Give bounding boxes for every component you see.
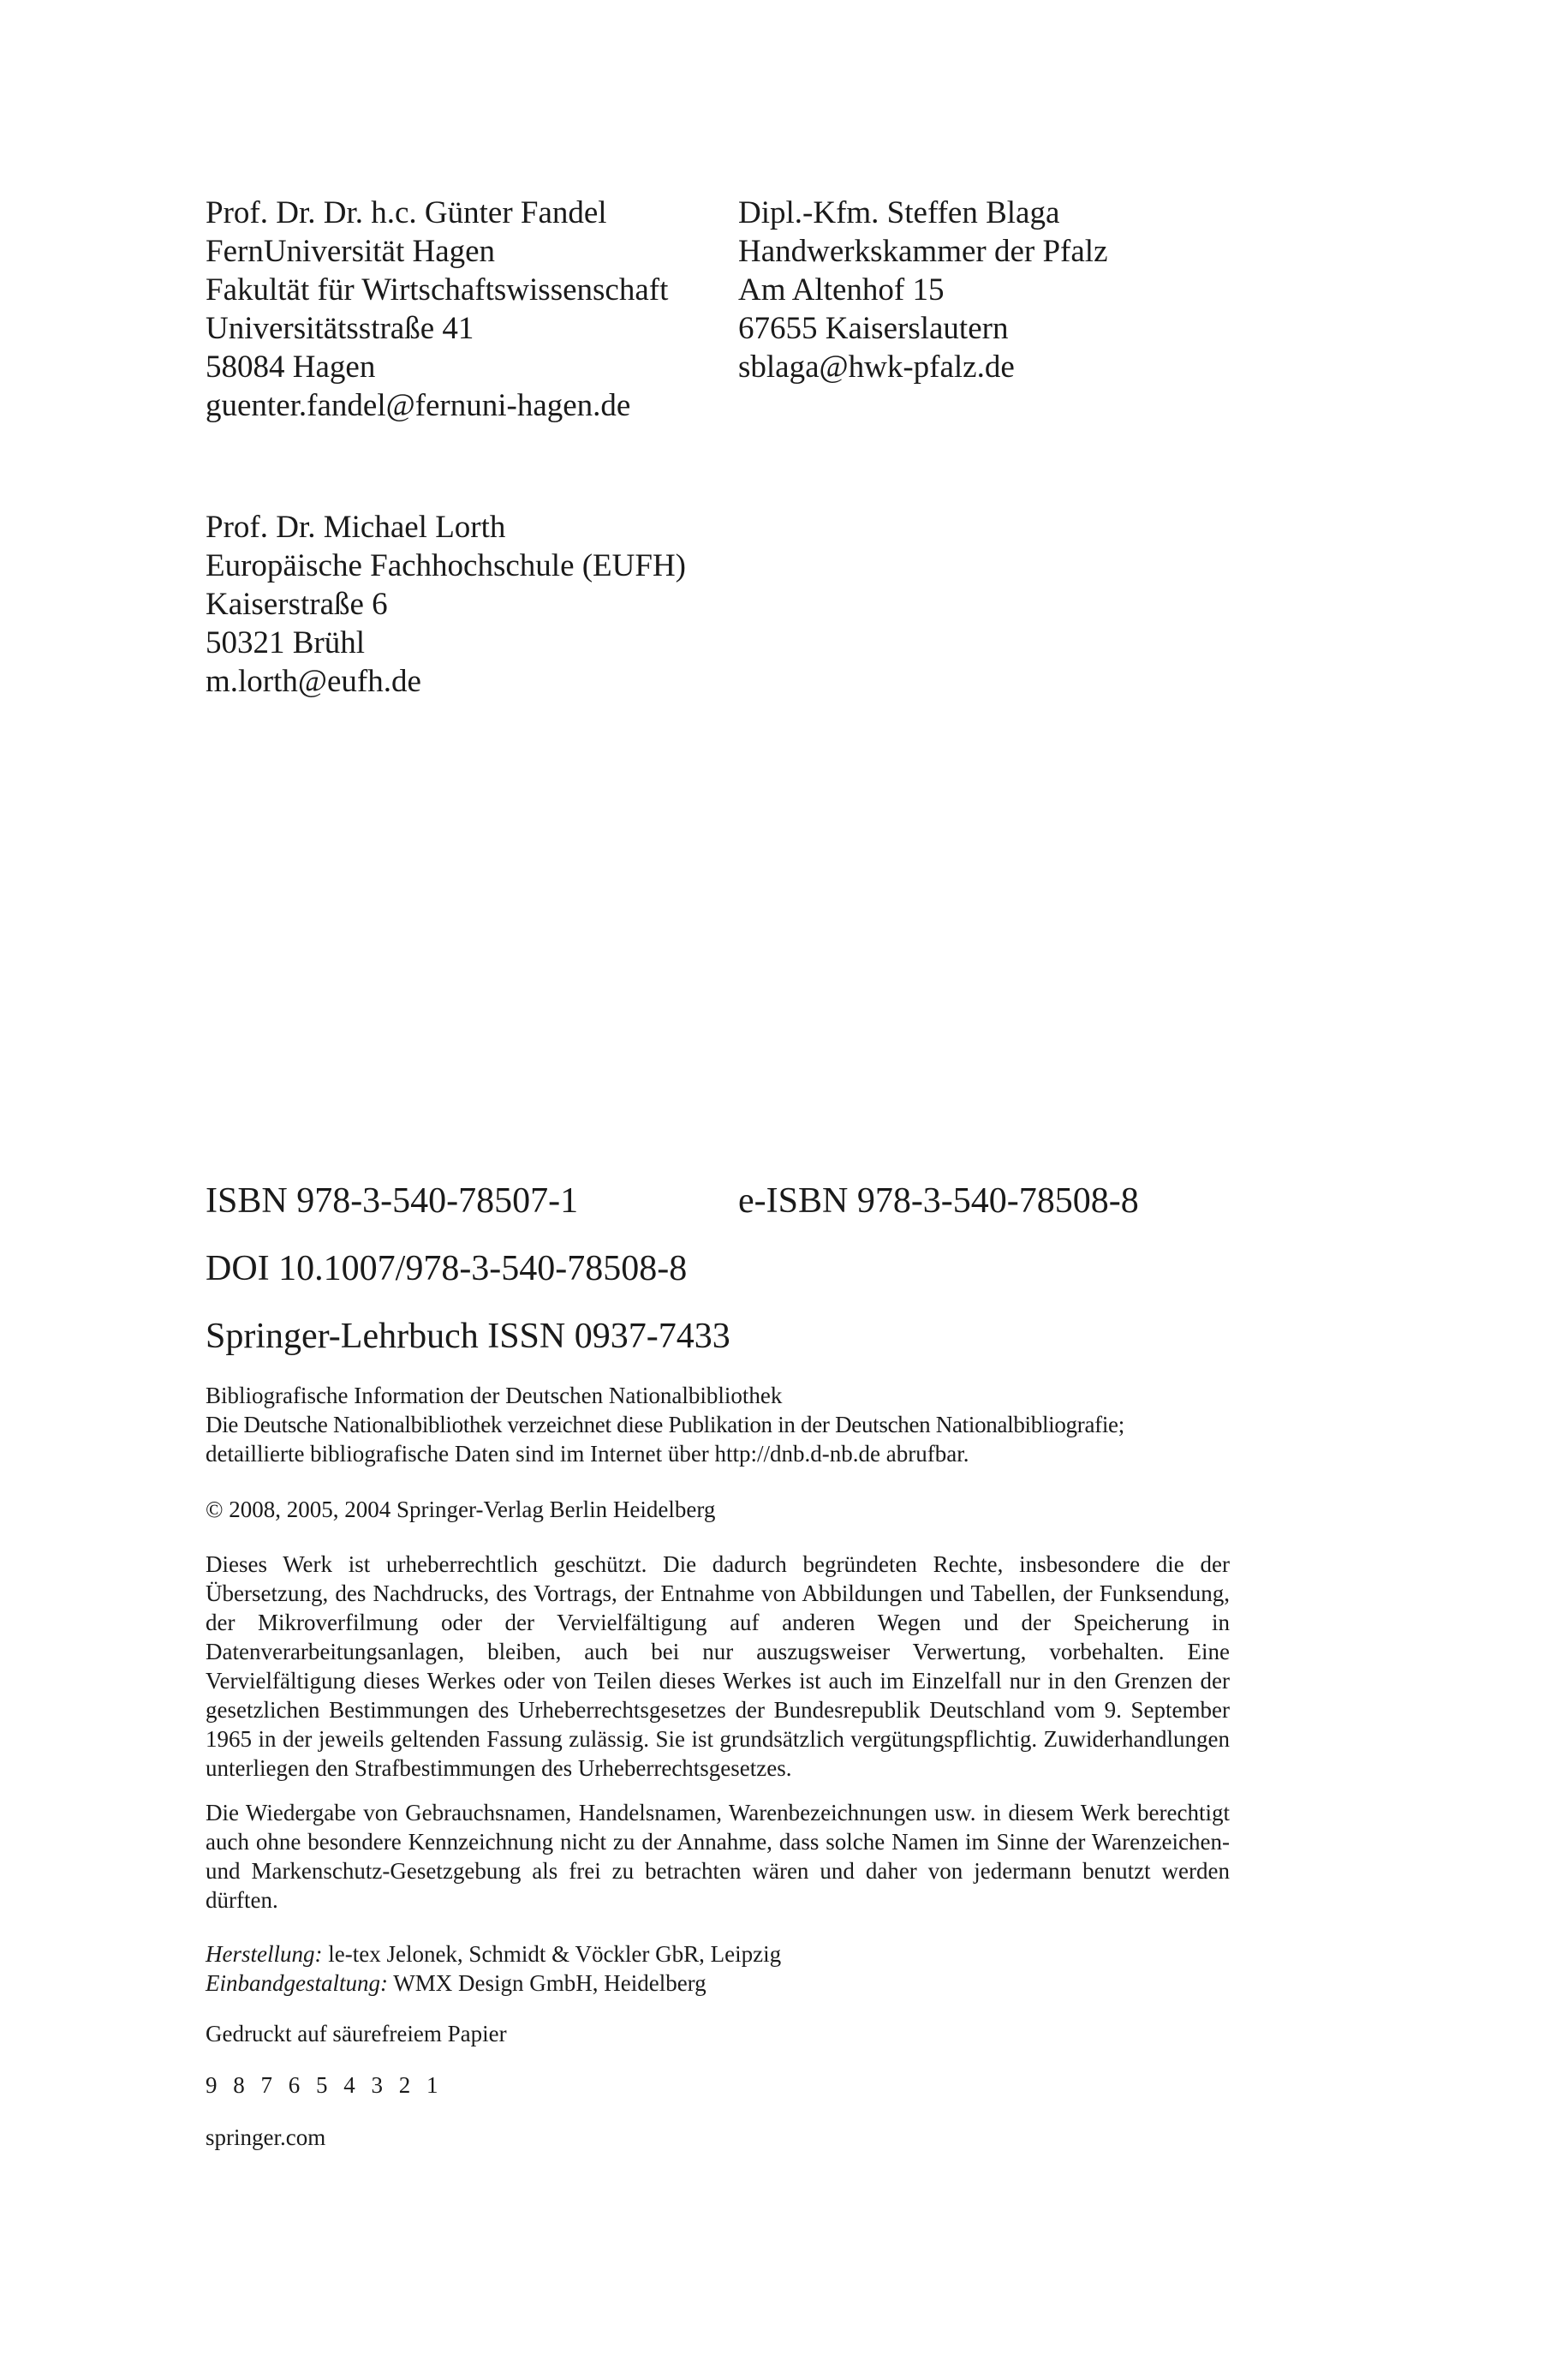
bibliographic-line: Die Deutsche Nationalbibliothek verzeichnet diese Publikation in der Deutschen Nationalbibliografie; (206, 1412, 1124, 1437)
bibliographic-info (206, 1381, 1230, 1468)
paper-note: Gedruckt auf säurefreiem Papier (206, 2021, 507, 2046)
print-number: 9 8 7 6 5 4 3 2 1 (206, 2072, 444, 2098)
trademark-paragraph: Die Wiedergabe von Gebrauchsnamen, Handelsnamen, Warenbezeichnungen usw. in diesem Werk berechtigt auch ohne besondere Kennzeichnung nicht zu der Annahme, dass solche Namen im Sinne der Warenzeichen- und Markenschutz-Gesetzgebung als frei zu betrachten wären und daher von jedermann benutzt werden dürften. (206, 1800, 1230, 1913)
address-line: Universitätsstraße 41 (206, 311, 474, 346)
production-credits (206, 1939, 1230, 1998)
einband-label: Einbandgestaltung: (206, 1970, 388, 1996)
einband-line (206, 1969, 1230, 1998)
address-line: m.lorth@eufh.de (206, 664, 421, 699)
website-link[interactable]: springer.com (206, 2124, 326, 2150)
address-line: Prof. Dr. Dr. h.c. Günter Fandel (206, 195, 607, 230)
herstellung-value: le-tex Jelonek, Schmidt & Vöckler GbR, Leipzig (322, 1941, 782, 1967)
rights-paragraph: Dieses Werk ist urheberrechtlich geschützt. Die dadurch begründeten Rechte, insbesondere die der Übersetzung, des Nachdrucks, des Vortrags, der Entnahme von Abbildungen und Tabellen, der Funksendung, der Mikroverfilmung oder der Vervielfältigung auf anderen Wegen und der Speicherung in Datenverarbeitungsanlagen, bleiben, auch bei nur auszugsweiser Verwertung, vorbehalten. Eine Vervielfältigung dieses Werkes oder von Teilen dieses Werkes ist auch im Einzelfall nur in den Grenzen der gesetzlichen Bestimmungen des Urheberrechtsgesetzes der Bundesrepublik Deutschland vom 9. September 1965 in der jeweils geltenden Fassung zulässig. Sie ist grundsätzlich vergütungspflichtig. Zuwiderhandlungen unterliegen den Strafbestimmungen des Urheberrechtsgesetzes. (206, 1551, 1230, 1781)
address-line: Kaiserstraße 6 (206, 587, 388, 622)
address-line: FernUniversität Hagen (206, 234, 496, 269)
e-isbn: e-ISBN 978-3-540-78508-8 (738, 1181, 1139, 1221)
address-line: 50321 Brühl (206, 625, 366, 660)
herstellung-label: Herstellung: (206, 1941, 323, 1967)
einband-value: WMX Design GmbH, Heidelberg (387, 1970, 706, 1996)
author-address-fandel (206, 194, 668, 425)
bibliographic-heading: Bibliografische Information der Deutschen Nationalbibliothek (206, 1383, 783, 1408)
address-line: Europäische Fachhochschule (EUFH) (206, 548, 686, 583)
address-line: Dipl.-Kfm. Steffen Blaga (738, 195, 1060, 230)
address-line: guenter.fandel@fernuni-hagen.de (206, 388, 631, 423)
author-address-blaga (738, 194, 1108, 386)
bibliographic-line: detaillierte bibliografische Daten sind im Internet über http://dnb.d-nb.de abrufbar. (206, 1441, 969, 1467)
address-line: 67655 Kaiserslautern (738, 311, 1009, 346)
author-address-lorth (206, 508, 686, 701)
herstellung-line (206, 1939, 1230, 1969)
doi: DOI 10.1007/978-3-540-78508-8 (206, 1249, 688, 1288)
address-line: sblaga@hwk-pfalz.de (738, 350, 1015, 385)
address-line: 58084 Hagen (206, 350, 376, 385)
series-issn: Springer-Lehrbuch ISSN 0937-7433 (206, 1317, 730, 1356)
isbn: ISBN 978-3-540-78507-1 (206, 1181, 579, 1221)
address-line: Fakultät für Wirtschaftswissenschaft (206, 272, 669, 308)
copyright-line: © 2008, 2005, 2004 Springer-Verlag Berlin Heidelberg (206, 1497, 716, 1522)
address-line: Handwerkskammer der Pfalz (738, 234, 1108, 269)
address-line: Am Altenhof 15 (738, 272, 945, 308)
address-line: Prof. Dr. Michael Lorth (206, 510, 506, 545)
